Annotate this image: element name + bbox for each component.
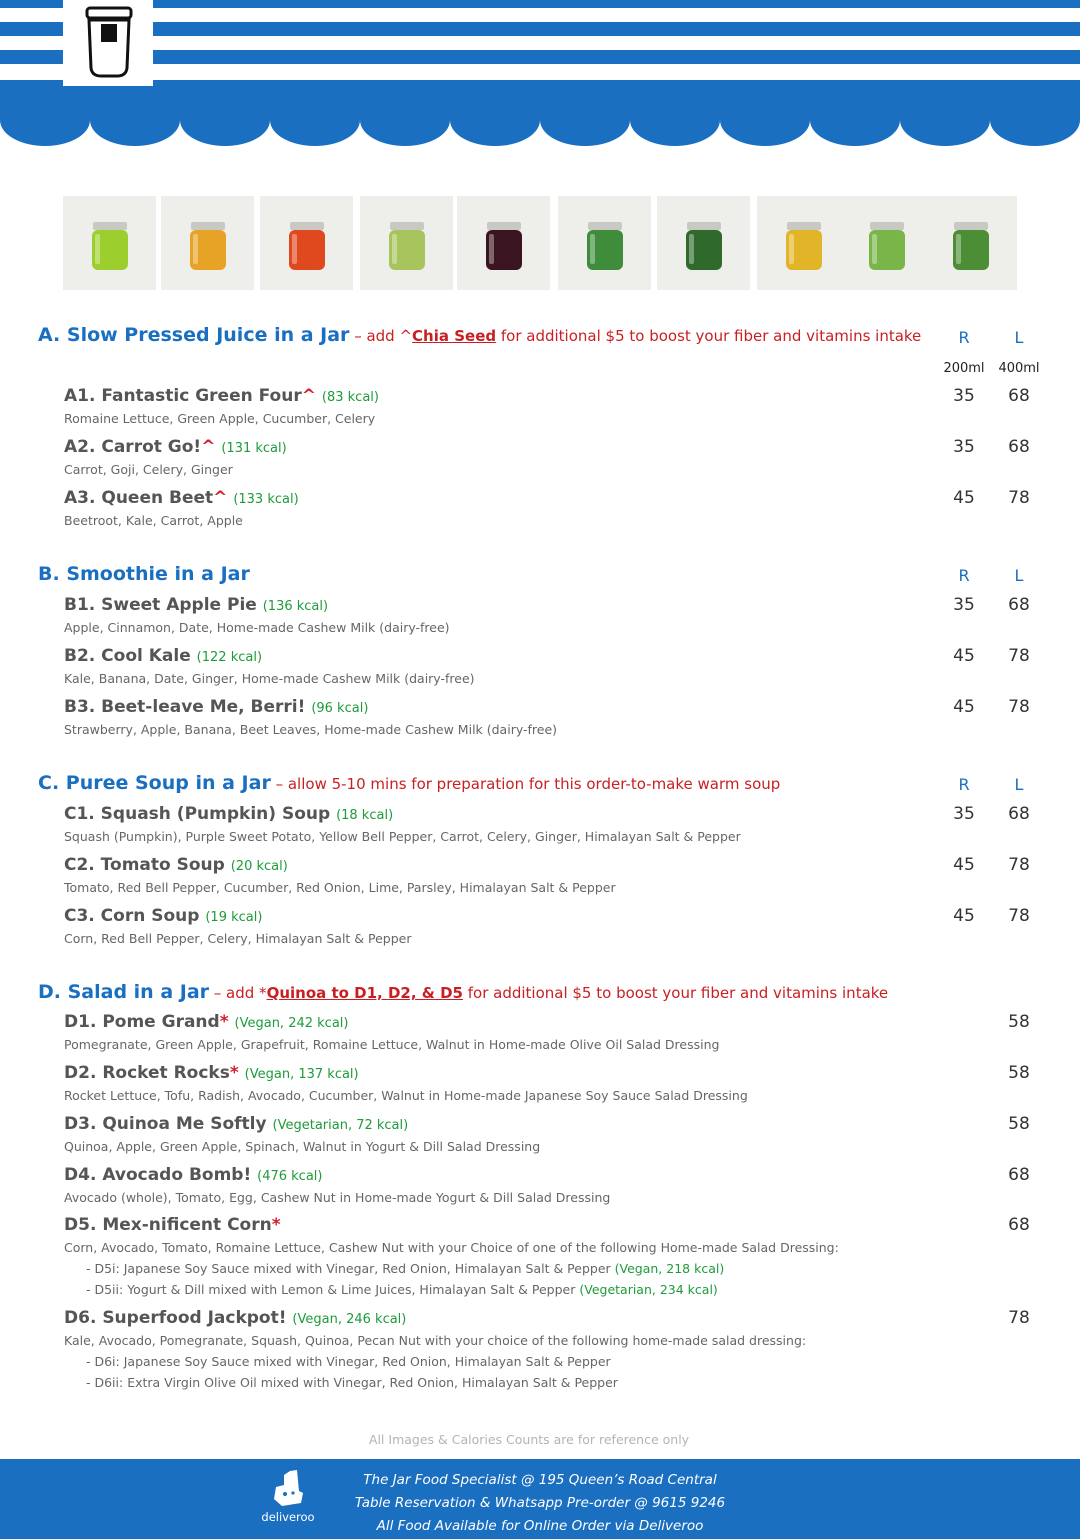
jar-photo <box>161 196 254 290</box>
menu-item-description: Carrot, Goji, Celery, Ginger <box>64 462 233 477</box>
quinoa-link[interactable]: Quinoa to D1, D2, & D5 <box>266 984 463 1002</box>
price-large: 78 <box>1008 697 1030 717</box>
menu-item-description: Quinoa, Apple, Green Apple, Spinach, Walnut in Yogurt & Dill Salad Dressing <box>64 1139 541 1154</box>
column-r-header: R <box>958 328 970 347</box>
price: 78 <box>1008 1308 1030 1328</box>
section-c-title: C. Puree Soup in a Jar – allow 5-10 mins for preparation for this order-to-make warm soup <box>38 772 781 794</box>
price-large: 78 <box>1008 646 1030 666</box>
item-marker: * <box>229 1063 239 1083</box>
item-kcal: (133 kcal) <box>233 492 299 507</box>
jar-photo <box>924 196 1017 290</box>
item-marker: ^ <box>201 437 216 457</box>
item-kcal: (Vegan, 246 kcal) <box>292 1312 407 1327</box>
size-r-label: 200ml <box>943 361 985 376</box>
price: 58 <box>1008 1114 1030 1134</box>
footer-info <box>300 1469 780 1538</box>
menu-item-description: Strawberry, Apple, Banana, Beet Leaves, Home-made Cashew Milk (dairy-free) <box>64 722 558 737</box>
item-kcal: (83 kcal) <box>321 390 379 405</box>
menu-item-description: Pomegranate, Green Apple, Grapefruit, Romaine Lettuce, Walnut in Home-made Olive Oil Salad Dressing <box>64 1037 720 1052</box>
item-kcal: (Vegan, 242 kcal) <box>234 1016 349 1031</box>
price-large: 68 <box>1008 595 1030 615</box>
menu-item-name: B2. Cool Kale (122 kcal) <box>64 646 263 666</box>
jar-photo <box>840 196 933 290</box>
column-r-header: R <box>958 775 970 794</box>
item-marker: ^ <box>301 386 316 406</box>
striped-awning <box>0 0 1080 150</box>
menu-item-name: C2. Tomato Soup (20 kcal) <box>64 855 288 875</box>
item-kcal: (96 kcal) <box>311 701 369 716</box>
price: 58 <box>1008 1012 1030 1032</box>
size-l-label: 400ml <box>998 361 1040 376</box>
item-kcal: (19 kcal) <box>205 910 263 925</box>
dressing-option: - D6ii: Extra Virgin Olive Oil mixed with Vinegar, Red Onion, Himalayan Salt & Pepper <box>86 1375 618 1390</box>
menu-item-description: Squash (Pumpkin), Purple Sweet Potato, Yellow Bell Pepper, Carrot, Celery, Ginger, Himalayan Salt & Pepper <box>64 829 741 844</box>
item-kcal: (Vegetarian, 72 kcal) <box>272 1118 409 1133</box>
price-large: 68 <box>1008 386 1030 406</box>
menu-item-description: Kale, Banana, Date, Ginger, Home-made Cashew Milk (dairy-free) <box>64 671 475 686</box>
price-large: 78 <box>1008 855 1030 875</box>
menu-item-name: B1. Sweet Apple Pie (136 kcal) <box>64 595 329 615</box>
menu-item-description: Apple, Cinnamon, Date, Home-made Cashew Milk (dairy-free) <box>64 620 450 635</box>
section-b-title: B. Smoothie in a Jar <box>38 563 250 585</box>
jar-logo <box>63 0 153 86</box>
price-large: 78 <box>1008 906 1030 926</box>
dressing-option: - D5i: Japanese Soy Sauce mixed with Vinegar, Red Onion, Himalayan Salt & Pepper (Vegan, 218 kcal) <box>86 1261 725 1276</box>
price-regular: 45 <box>953 697 975 717</box>
dressing-option: - D6i: Japanese Soy Sauce mixed with Vinegar, Red Onion, Himalayan Salt & Pepper <box>86 1354 611 1369</box>
item-kcal: (Vegan, 137 kcal) <box>244 1067 359 1082</box>
chia-seed-link[interactable]: Chia Seed <box>412 327 497 345</box>
section-a-title: A. Slow Pressed Juice in a Jar – add ^Chia Seed for additional $5 to boost your fiber and vitamins intake <box>38 324 922 346</box>
menu-item-name: D1. Pome Grand* (Vegan, 242 kcal) <box>64 1012 349 1032</box>
jar-logo-icon <box>63 0 153 86</box>
menu-item-description: Beetroot, Kale, Carrot, Apple <box>64 513 243 528</box>
item-marker: ^ <box>213 488 228 508</box>
item-marker: * <box>219 1012 229 1032</box>
deliveroo-label: deliveroo <box>261 1510 315 1524</box>
menu-item-name: A2. Carrot Go!^ (131 kcal) <box>64 437 287 457</box>
jar-photo <box>457 196 550 290</box>
price-regular: 45 <box>953 488 975 508</box>
price-regular: 35 <box>953 804 975 824</box>
menu-item-name: D5. Mex-nificent Corn* <box>64 1215 281 1235</box>
jar-photo <box>657 196 750 290</box>
item-kcal: (136 kcal) <box>262 599 329 614</box>
footer-reservation: Table Reservation & Whatsapp Pre-order @ 9615 9246 <box>354 1495 726 1511</box>
item-marker: * <box>271 1215 281 1235</box>
price: 58 <box>1008 1063 1030 1083</box>
header-banner <box>0 0 1080 150</box>
menu-item-name: D4. Avocado Bomb! (476 kcal) <box>64 1165 323 1185</box>
column-l-header: L <box>1014 566 1024 585</box>
column-r-header: R <box>958 566 970 585</box>
price-regular: 35 <box>953 437 975 457</box>
section-d-title: D. Salad in a Jar – add *Quinoa to D1, D2, & D5 for additional $5 to boost your fiber and vitamins intake <box>38 981 889 1003</box>
jar-photo <box>757 196 850 290</box>
menu-item-name: A3. Queen Beet^ (133 kcal) <box>64 488 299 508</box>
item-kcal: (20 kcal) <box>230 859 288 874</box>
item-kcal: (Vegetarian, 234 kcal) <box>579 1282 718 1297</box>
item-kcal: (Vegan, 218 kcal) <box>614 1261 725 1276</box>
disclaimer: All Images & Calories Counts are for reference only <box>368 1432 690 1447</box>
menu-item-name: C3. Corn Soup (19 kcal) <box>64 906 263 926</box>
menu-item-name: C1. Squash (Pumpkin) Soup (18 kcal) <box>64 804 394 824</box>
item-kcal: (131 kcal) <box>221 441 287 456</box>
menu-item-name: B3. Beet-leave Me, Berri! (96 kcal) <box>64 697 369 717</box>
column-l-header: L <box>1014 775 1024 794</box>
menu-item-description: Avocado (whole), Tomato, Egg, Cashew Nut in Home-made Yogurt & Dill Salad Dressing <box>64 1190 611 1205</box>
menu-item-description: Kale, Avocado, Pomegranate, Squash, Quinoa, Pecan Nut with your choice of the following home-made salad dressing: <box>64 1333 807 1348</box>
menu-item-name: A1. Fantastic Green Four^ (83 kcal) <box>64 386 379 406</box>
jar-photo <box>260 196 353 290</box>
footer-address: The Jar Food Specialist @ 195 Queen’s Road Central <box>363 1472 717 1488</box>
jar-photo <box>360 196 453 290</box>
footer-online-order: All Food Available for Online Order via Deliveroo <box>376 1518 704 1534</box>
jar-photo <box>63 196 156 290</box>
price-regular: 35 <box>953 595 975 615</box>
menu-item-description: Corn, Red Bell Pepper, Celery, Himalayan Salt & Pepper <box>64 931 412 946</box>
price-regular: 35 <box>953 386 975 406</box>
dressing-option: - D5ii: Yogurt & Dill mixed with Lemon & Lime Juices, Himalayan Salt & Pepper (Vegetarian, 234 kcal) <box>86 1282 718 1297</box>
price-large: 78 <box>1008 488 1030 508</box>
price-regular: 45 <box>953 906 975 926</box>
menu-item-description: Tomato, Red Bell Pepper, Cucumber, Red Onion, Lime, Parsley, Himalayan Salt & Pepper <box>64 880 616 895</box>
menu-item-description: Romaine Lettuce, Green Apple, Cucumber, Celery <box>64 411 376 426</box>
menu-item-description: Corn, Avocado, Tomato, Romaine Lettuce, Cashew Nut with your Choice of one of the following Home-made Salad Dressing: <box>64 1240 839 1255</box>
price-large: 68 <box>1008 437 1030 457</box>
menu-item-name: D6. Superfood Jackpot! (Vegan, 246 kcal) <box>64 1308 407 1328</box>
price: 68 <box>1008 1215 1030 1235</box>
menu-item-name: D3. Quinoa Me Softly (Vegetarian, 72 kcal) <box>64 1114 409 1134</box>
jar-photo <box>558 196 651 290</box>
item-kcal: (476 kcal) <box>257 1169 323 1184</box>
item-kcal: (18 kcal) <box>336 808 394 823</box>
item-kcal: (122 kcal) <box>196 650 263 665</box>
menu-item-description: Rocket Lettuce, Tofu, Radish, Avocado, Cucumber, Walnut in Home-made Japanese Soy Sauce Salad Dressing <box>64 1088 748 1103</box>
price-regular: 45 <box>953 646 975 666</box>
price: 68 <box>1008 1165 1030 1185</box>
jar-photo-strip <box>63 196 1018 290</box>
menu-item-name: D2. Rocket Rocks* (Vegan, 137 kcal) <box>64 1063 359 1083</box>
price-regular: 45 <box>953 855 975 875</box>
price-large: 68 <box>1008 804 1030 824</box>
footer <box>0 1459 1080 1539</box>
column-l-header: L <box>1014 328 1024 347</box>
